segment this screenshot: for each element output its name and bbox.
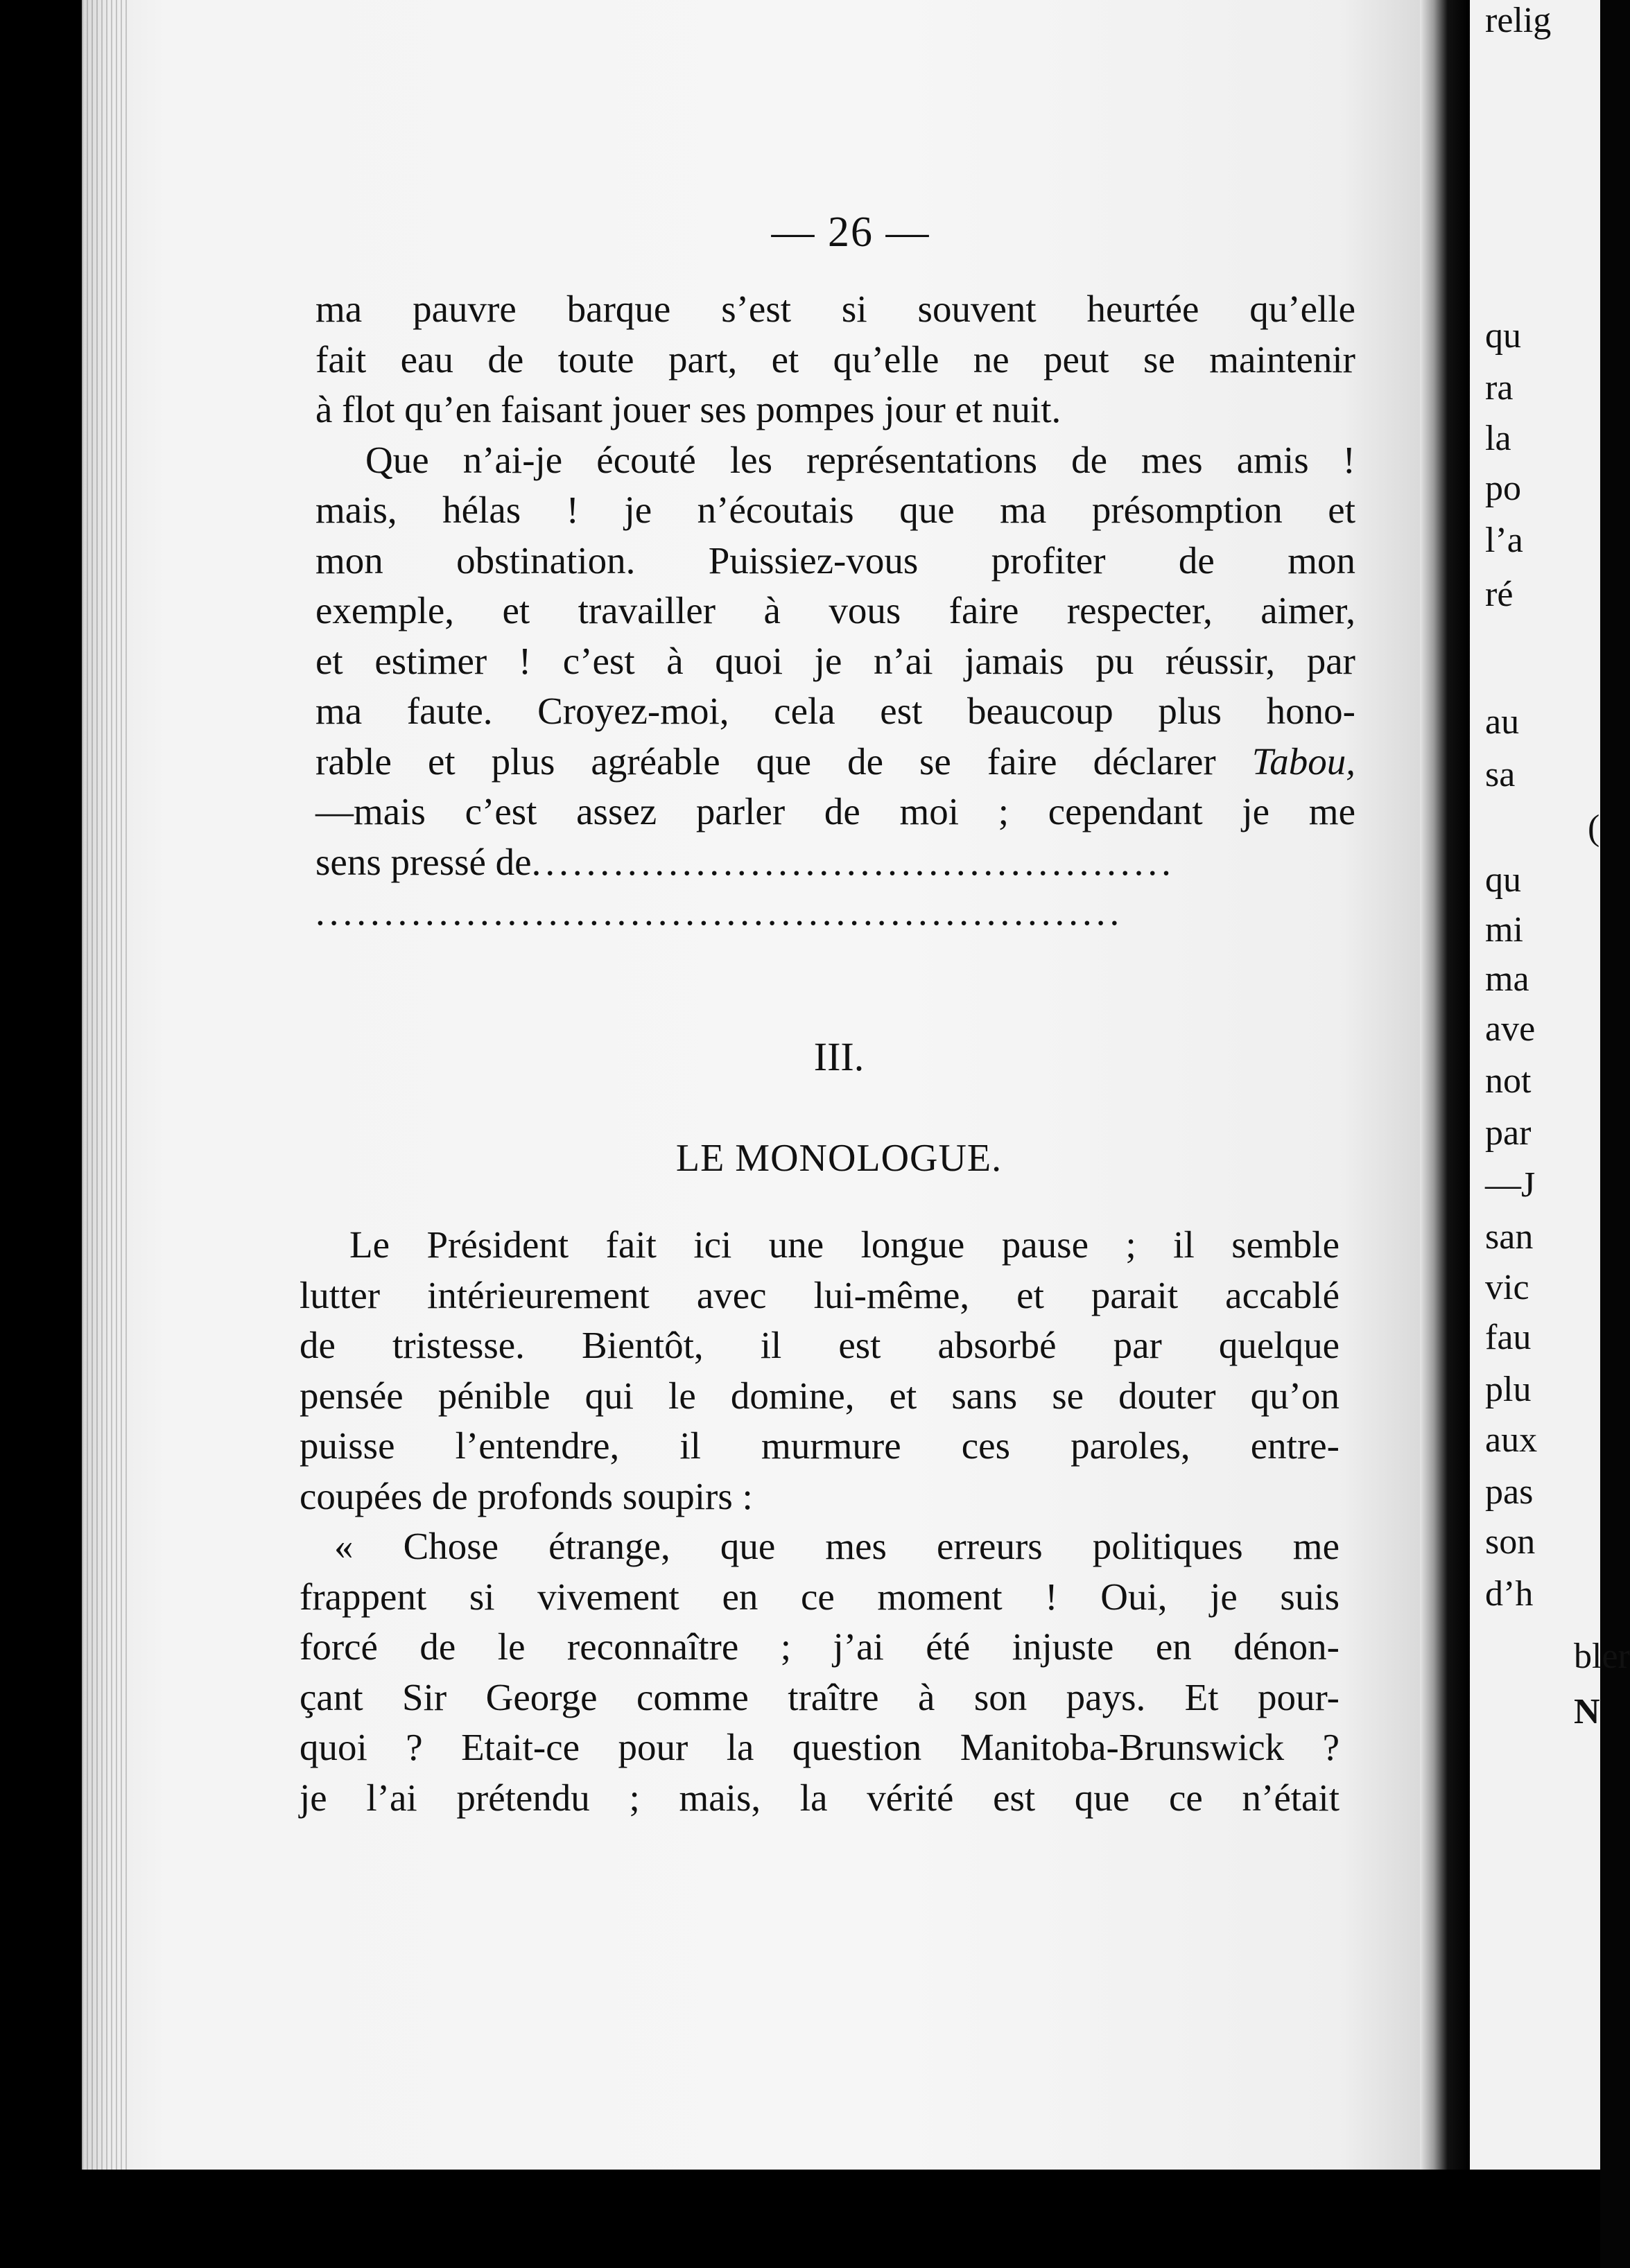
scan-bottom-margin xyxy=(0,2170,1600,2268)
text-block-bottom xyxy=(300,1220,1339,1823)
right-page-fragment: ( xyxy=(1588,808,1600,848)
dotted-line: ........................................................... xyxy=(315,891,1124,933)
right-page-fragment: ré xyxy=(1485,575,1514,614)
right-page-text xyxy=(1470,0,1630,2177)
text-line: mais, hélas ! je n’écoutais que ma présomption et xyxy=(315,489,1355,531)
text-line: coupées de profonds soupirs : xyxy=(300,1474,753,1517)
text-line: lutter intérieurement avec lui-même, et parait accablé xyxy=(300,1273,1339,1316)
right-page-fragment: son xyxy=(1485,1522,1536,1562)
text-line: exemple, et travailler à vous faire respecter, aimer, xyxy=(315,589,1355,631)
right-page-fragment: aux xyxy=(1485,1420,1538,1460)
text-line: ma pauvre barque s’est si souvent heurtée qu’elle xyxy=(315,288,1355,330)
right-page-fragment: fau xyxy=(1485,1318,1532,1357)
right-page-fragment: not xyxy=(1485,1061,1532,1101)
right-page-fragment: qu xyxy=(1485,316,1521,356)
right-page-fragment: au xyxy=(1485,702,1520,742)
page-number: — 26 — xyxy=(771,209,930,256)
right-page-fragment: pas xyxy=(1485,1472,1534,1512)
text-line: et estimer ! c’est à quoi je n’ai jamais pu réussir, par xyxy=(315,639,1355,682)
paragraph-3 xyxy=(300,1220,1339,1521)
text-line: fait eau de toute part, et qu’elle ne peut se maintenir xyxy=(315,338,1355,381)
right-page-fragment: sa xyxy=(1485,755,1516,794)
right-page-fragment: —J xyxy=(1485,1165,1536,1205)
text-line: je l’ai prétendu ; mais, la vérité est que ce n’était xyxy=(300,1776,1339,1819)
section-title: LE MONOLOGUE. xyxy=(675,1137,1003,1180)
right-page-fragment: par xyxy=(1485,1113,1532,1153)
text-fragment: sens pressé de xyxy=(315,840,532,883)
text-line: de tristesse. Bientôt, il est absorbé par quelque xyxy=(300,1324,1339,1366)
paragraph-4 xyxy=(300,1521,1339,1823)
right-page-fragment: ave xyxy=(1485,1009,1536,1049)
text-line: —mais c’est assez parler de moi ; cependant je me xyxy=(315,790,1355,832)
right-page-fragment: ra xyxy=(1485,368,1514,408)
text-line: ma faute. Croyez-moi, cela est beaucoup plus hono- xyxy=(315,690,1355,732)
right-page-fragment: vic xyxy=(1485,1268,1529,1307)
text-line: puisse l’entendre, il murmure ces paroles, entre- xyxy=(300,1424,1339,1467)
text-line: pensée pénible qui le domine, et sans se douter qu’on xyxy=(300,1374,1339,1417)
book-binding-gutter xyxy=(1420,0,1470,2268)
text-line: à flot qu’en faisant jouer ses pompes jour et nuit. xyxy=(315,388,1061,430)
text-fragment: rable et plus agréable que de se faire déclarer xyxy=(315,740,1216,783)
text-line: forcé de le reconnaître ; j’ai été injuste en dénon- xyxy=(300,1625,1339,1668)
right-page-fragment: po xyxy=(1485,469,1521,508)
right-page-fragment: qu xyxy=(1485,860,1521,900)
paragraph-1 xyxy=(315,284,1355,435)
right-page-fragment: d’h xyxy=(1485,1574,1534,1614)
right-page-fragment: l’a xyxy=(1485,521,1523,560)
text-line-tabou xyxy=(315,737,1355,787)
italic-word-tabou: Tabou, xyxy=(1251,740,1355,783)
text-line: « Chose étrange, que mes erreurs politiques me xyxy=(334,1525,1339,1567)
text-line: mon obstination. Puissiez-vous profiter de mon xyxy=(315,539,1355,582)
right-page-fragment: ma xyxy=(1485,959,1529,999)
text-line: Le Président fait ici une longue pause ; il semble xyxy=(349,1223,1339,1266)
right-page-fragment: bler xyxy=(1574,1637,1630,1676)
right-page-fragment: san xyxy=(1485,1217,1534,1257)
section-number: III. xyxy=(813,1034,865,1079)
right-page-fragment: la xyxy=(1485,419,1511,458)
text-line: çant Sir George comme traître à son pays. Et pour- xyxy=(300,1675,1339,1718)
text-line: quoi ? Etait-ce pour la question Manitoba-Brunswick ? xyxy=(300,1726,1339,1768)
text-line: frappent si vivement en ce moment ! Oui, je suis xyxy=(300,1575,1339,1618)
paragraph-2 xyxy=(315,435,1355,888)
right-page-fragment: relig xyxy=(1485,1,1552,40)
text-line: Que n’ai-je écouté les représentations de mes amis ! xyxy=(365,438,1355,481)
text-block-top xyxy=(315,284,1355,938)
right-page-fragment: plu xyxy=(1485,1370,1532,1409)
right-page-fragment: mi xyxy=(1485,910,1523,950)
text-line-with-dots xyxy=(315,837,1355,888)
page-edge-lines xyxy=(82,0,130,2170)
ellipsis-dots: ............................................... xyxy=(531,840,1175,883)
right-page-fragment: N xyxy=(1574,1692,1600,1731)
